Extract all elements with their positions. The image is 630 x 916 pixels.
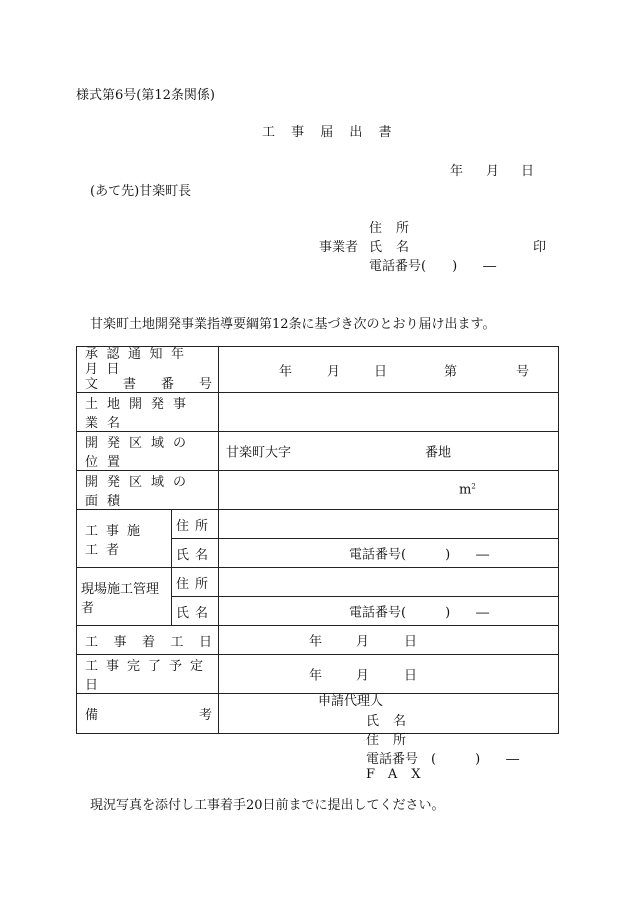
location-lot: 番地: [425, 445, 452, 461]
start-year: 年: [309, 634, 323, 650]
document-title: [262, 121, 398, 140]
location-label: [77, 432, 219, 471]
document-title-text: 工 事 届 出 書: [262, 125, 398, 140]
start-date-value[interactable]: [219, 626, 559, 655]
end-year: 年: [309, 668, 323, 684]
location-town: 甘楽町大字: [226, 445, 292, 461]
applicant-role: 事業者: [319, 240, 359, 255]
table-row: [77, 655, 559, 694]
area-unit-exp: 2: [471, 482, 476, 491]
addressee: (あて先)甘楽町長: [90, 184, 192, 199]
start-date-label-text: 工 事 着 工 日: [85, 634, 213, 650]
applicant-address-label: 住所: [369, 221, 424, 236]
contractor-name-value[interactable]: [219, 539, 559, 568]
end-date-label: [77, 655, 219, 694]
date-day: 日: [521, 164, 535, 179]
agent-name-label: 氏名: [366, 714, 421, 729]
contractor-phone: 電話番号( ) ―: [349, 547, 490, 563]
approval-number-prefix: 第: [444, 364, 458, 379]
table-row: [77, 393, 559, 432]
form-number: 様式第6号(第12条関係): [76, 88, 215, 103]
contractor-label: [77, 510, 172, 568]
start-day: 日: [404, 634, 418, 650]
area-label: [77, 471, 219, 510]
manager-phone: 電話番号( ) ―: [349, 605, 490, 621]
remarks-label-text: [85, 704, 212, 723]
approval-month: 月: [327, 364, 341, 379]
agent-fax: FAX: [366, 767, 435, 782]
remarks-label-left: 備: [85, 708, 99, 723]
footer-note: 現況写真を添付し工事着手20日前までに提出してください。: [90, 798, 445, 813]
agent-title: 申請代理人: [318, 694, 384, 709]
table-row: [77, 432, 559, 471]
table-row: [77, 510, 559, 539]
area-unit-base: m: [459, 482, 472, 498]
manager-address-label: 住所: [172, 568, 219, 597]
remarks-label-right: 考: [199, 708, 213, 723]
end-date-value[interactable]: [219, 655, 559, 694]
approval-label-line1: 承認通知年月日: [85, 347, 193, 377]
contractor-address-label: 住所: [172, 510, 219, 539]
end-date-label-text: 工事完了予定日: [85, 659, 212, 693]
applicant-name-label: 氏名: [369, 240, 424, 255]
date-year: 年: [450, 164, 464, 179]
location-label-text: 開発区域の位置: [85, 436, 196, 470]
manager-name-value[interactable]: [219, 597, 559, 626]
agent-phone: 電話番号 ( ) ―: [366, 752, 520, 767]
approval-value-cell[interactable]: [219, 347, 559, 393]
table-row: [77, 568, 559, 597]
area-value[interactable]: [219, 471, 559, 510]
contractor-name-label: 氏名: [172, 539, 219, 568]
date-month: 月: [486, 164, 500, 179]
approval-year: 年: [279, 364, 293, 379]
approval-label-cell: [77, 347, 219, 393]
contractor-label-text: 工事施工者: [85, 523, 149, 558]
form-table: [76, 346, 559, 734]
developer-value[interactable]: [219, 393, 559, 432]
contractor-address-value[interactable]: [219, 510, 559, 539]
table-row: [77, 471, 559, 510]
manager-label: 現場施工管理者: [77, 568, 172, 626]
intro-sentence: 甘楽町土地開発事業指導要綱第12条に基づき次のとおり届け出ます。: [90, 317, 496, 332]
remarks-label: [77, 694, 219, 734]
manager-address-value[interactable]: [219, 568, 559, 597]
seal-mark: 印: [533, 240, 547, 255]
developer-label: [77, 393, 219, 432]
area-label-text: 開発区域の面積: [85, 475, 196, 509]
approval-label-line2: 文 書 番 号: [85, 377, 213, 392]
start-date-label: [77, 626, 219, 655]
approval-number-suffix: 号: [516, 364, 530, 379]
agent-address-label: 住所: [366, 733, 421, 748]
manager-name-label: 氏名: [172, 597, 219, 626]
developer-label-text: 土地開発事業名: [85, 397, 196, 431]
area-unit: [459, 482, 476, 497]
end-month: 月: [356, 668, 370, 684]
table-row: [77, 347, 559, 393]
start-month: 月: [356, 634, 370, 650]
approval-day: 日: [374, 364, 388, 379]
table-row: [77, 626, 559, 655]
location-value[interactable]: [219, 432, 559, 471]
end-day: 日: [404, 668, 418, 684]
applicant-phone: 電話番号( ) ―: [369, 259, 497, 274]
